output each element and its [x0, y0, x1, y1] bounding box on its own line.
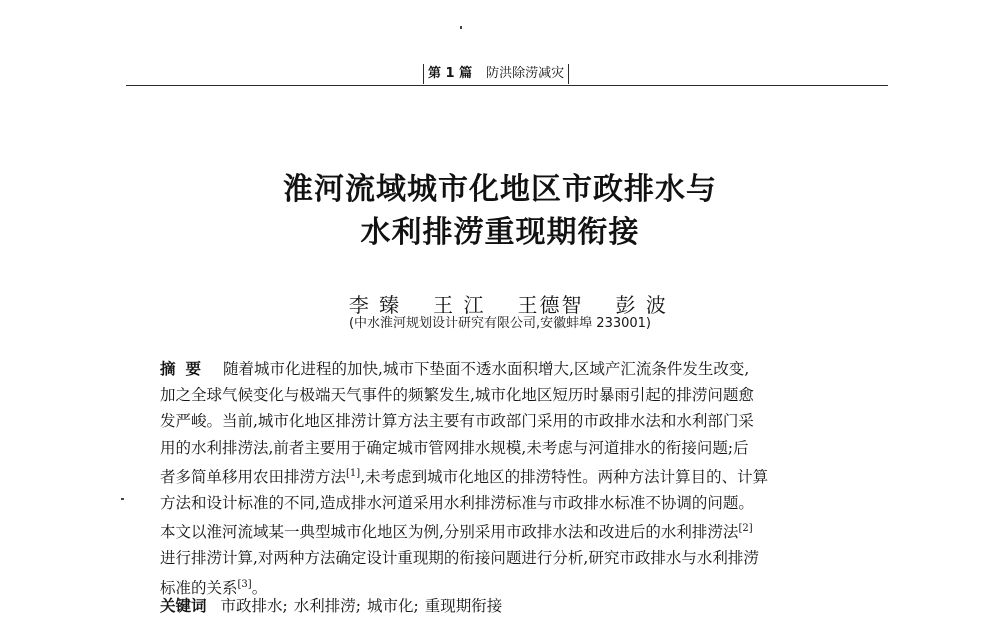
abstract-line — [160, 516, 860, 545]
keywords-label: 关键词 — [160, 597, 207, 615]
header-rule — [126, 85, 888, 86]
abstract-text: 本文以淮河流域某一典型城市化地区为例,分别采用市政排水法和改进后的水利排涝法 — [160, 523, 739, 542]
citation-ref: [2] — [738, 523, 753, 535]
keywords — [160, 594, 860, 618]
abstract-text: ,未考虑到城市化地区的排涝特性。两种方法计算目的、计算 — [360, 467, 769, 486]
part-label: 第 1 篇 — [428, 66, 473, 81]
paper-title-line-1: 淮河流域城市化地区市政排水与 — [283, 172, 717, 207]
author: 王德智 — [517, 293, 584, 317]
abstract-line: 用的水利排涝法,前者主要用于确定城市管网排水规模,未考虑与河道排水的衔接问题;后 — [160, 438, 749, 457]
running-header — [423, 64, 569, 84]
keyword: 重现期衔接 — [424, 597, 503, 615]
abstract-text: 者多简单移用农田排涝方法 — [160, 467, 347, 486]
abstract-line — [160, 356, 860, 382]
author: 李 臻 — [348, 293, 402, 317]
keyword: 水利排涝; — [293, 597, 361, 615]
abstract-line: 进行排涝计算,对两种方法确定设计重现期的衔接问题进行分析,研究市政排水与水利排涝 — [160, 549, 759, 568]
section-title: 防洪除涝减灾 — [486, 66, 565, 81]
paper-title-line-2: 水利排涝重现期衔接 — [360, 215, 640, 250]
scan-dot — [460, 26, 462, 29]
citation-ref: [1] — [346, 467, 361, 479]
abstract-line: 加之全球气候变化与极端天气事件的频繁发生,城市化地区短历时暴雨引起的排涝问题愈 — [160, 386, 754, 405]
abstract-text: 标准的关系 — [160, 578, 238, 597]
author: 彭 波 — [615, 293, 668, 317]
abstract-line: 发严峻。当前,城市化地区排涝计算方法主要有市政部门采用的市政排水法和水利部门采 — [160, 412, 754, 431]
abstract-label: 摘要 — [160, 360, 212, 378]
keyword: 市政排水; — [220, 597, 288, 615]
abstract — [160, 356, 860, 601]
author: 王 江 — [433, 293, 486, 317]
author-list — [0, 265, 1000, 318]
scan-mark — [121, 498, 124, 500]
abstract-line: 方法和设计标准的不同,造成排水河道采用水利排涝标准与市政排水标准不协调的问题。 — [160, 494, 754, 513]
abstract-text: 随着城市化进程的加快,城市下垫面不透水面积增大,区域产汇流条件发生改变, — [223, 360, 750, 378]
abstract-line — [160, 461, 860, 490]
abstract-text: 。 — [251, 578, 268, 597]
citation-ref: [3] — [237, 578, 252, 590]
keyword: 城市化; — [366, 597, 419, 615]
affiliation: (中水淮河规划设计研究有限公司,安徽蚌埠 233001) — [348, 316, 652, 331]
